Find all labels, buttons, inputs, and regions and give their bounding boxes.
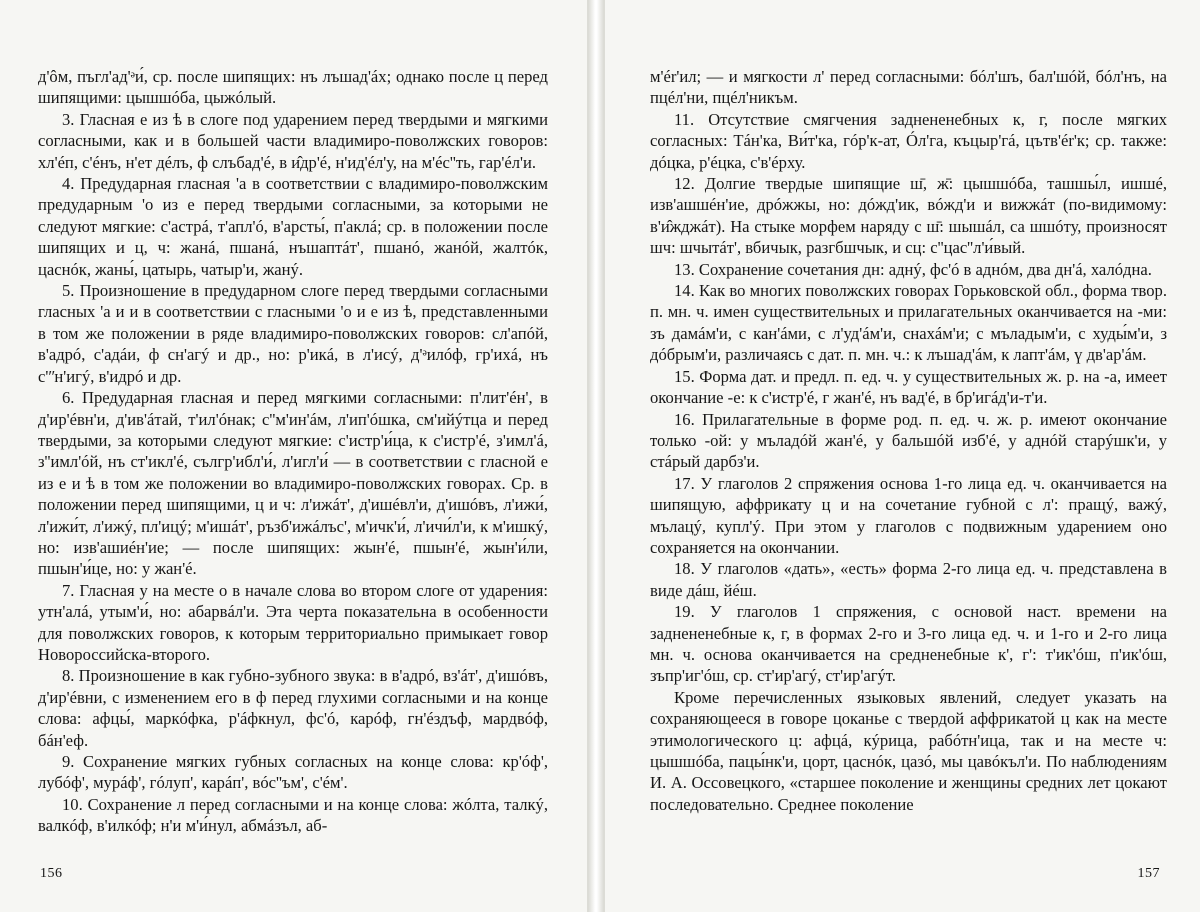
paragraph: 13. Сохранение сочетания дн: аднý, фс'ó в аднóм, два дн'á, халóдна. bbox=[674, 259, 1152, 279]
paragraph: 19. У глаголов 1 спряжения, с основой наст. времени на заднененебные к, г, в формах 2-го и 3-го лица ед. ч. и 1-го и 2-го лица мн. ч. основа оканчивается на средненебные к', г': т'ик'óш, п'ик'óш, зъпр'иг'óш, ср. ст'ир'агý, ст'ир'агýт. bbox=[650, 602, 1167, 686]
paragraph: 4. Предударная гласная 'а в соответствии с владимиро-поволжским предударным 'о из е перед твердыми согласными, за которыми не следуют мягкие: с'астрá, т'апл'ó, в'арсты́, п'аклá; ср. в положении после шипящих и ц, ч: жанá, пшанá, нъшаптáт', пшанó, жанóй, жалтóк, цаснóк, жаны́, цатырь, чатыр'и, жанý. bbox=[38, 174, 548, 279]
paragraph: 10. Сохранение л перед согласными и на конце слова: жóлта, талкý, валкóф, в'илкóф; н'и м'и́нул, абмáзъл, аб- bbox=[38, 794, 548, 836]
page-number: 156 bbox=[40, 866, 63, 881]
left-page-text bbox=[38, 66, 548, 837]
paragraph: 6. Предударная гласная и перед мягкими согласными: п'лит'éн', в д'ир'éвн'и, д'ив'áтай, т'ил'óнак; с''м'ин'áм, л'ип'óшка, см'ийýтца и перед твердыми, за которыми следуют мягкие: с'истр'и́ца, к с'истр'é, з'имл'á, з''имл'óй, нъ ст'икл'é, сългр'ибл'и́, л'игл'и́ — в соответствии с гласной е из е и ѣ в том же положении во владимиро-поволжских говорах. Ср. в положении перед шипящими, ц и ч: л'ижáт', д'ишéвл'и, д'ишóвъ, л'ижи́, л'ижи́т, л'ижý, пл'ицý; м'ишáт', ръзб'ижáлъс', м'ичк'и́, л'ичи́л'и, к м'ишкý, но: изв'ашиéн'ие; — после шипящих: жын'é, пшын'é, жын'и́ли, пшын'и́це, но: у жан'é. bbox=[38, 388, 548, 579]
paragraph: 7. Гласная у на месте о в начале слова во втором слоге от ударения: утн'алá, утым'и́, но: абарвáл'и. Эта черта показательна в особенности для поволжских говоров, к которым территориально примыкает говор Новороссийска-второго. bbox=[38, 580, 548, 664]
paragraph: Кроме перечисленных языковых явлений, следует указать на сохраняющееся в говоре цоканье с твердой аффрикатой ц как на месте этимологического ц: афцá, кýрица, рабóтн'ица, так и на месте ч: цышшóба, пацы́нк'и, цорт, цаснóк, цазó, мы цавóкъл'и. По наблюдениям И. А. Оссовецкого, «старшее поколение и женщины средних лет цокают последовательно. Среднее поколение bbox=[650, 687, 1167, 814]
paragraph: 9. Сохранение мягких губных согласных на конце слова: кр'óф', лубóф', мурáф', гóлуп', карáп', вóс''ъм', с'éм'. bbox=[38, 752, 548, 793]
page-number: 157 bbox=[1137, 866, 1160, 881]
paragraph: 12. Долгие твердые шипящие ш̄, ж̄: цышшóба, ташшы́л, ишшé, изв'ашшéн'ие, дрóжжы, но: дóжд'ик, вóжд'и и вижжáт (по-видимому: в'и̂жджáт). На стыке морфем наряду с ш̄: шышáл, са шшóту, произносят шч: шчытáт', вбичык, разгбшчык, и сц: с''цас''л'и́вый. bbox=[650, 174, 1167, 258]
paragraph: 16. Прилагательные в форме род. п. ед. ч. ж. р. имеют окончание только -ой: у мъладóй жан'é, у бальшóй изб'é, у аднóй старýшк'и, у стáрый дарбз'и. bbox=[650, 409, 1167, 472]
right-page bbox=[604, 0, 1200, 912]
paragraph: 14. Как во многих поволжских говорах Горьковской обл., форма твор. п. мн. ч. имен существительных и прилагательных оканчивается на -ми: зъ дамáм'и, с кан'áми, с л'уд'áм'и, снахáм'и; с мъладым'и, с худы́м'и, з дóбрым'и, различаясь с дат. п. мн. ч.: к лъшад'áм, к лапт'áм, ү дв'ар'áм. bbox=[650, 281, 1167, 365]
right-page-text bbox=[650, 66, 1167, 815]
paragraph: 17. У глаголов 2 спряжения основа 1-го лица ед. ч. оканчивается на шипящую, аффрикату ц и на сочетание губной с л': пращý, важý, мълацý, купл'ý. При этом у глаголов с подвижным ударением оно сохраняется на окончании. bbox=[650, 473, 1167, 557]
paragraph: 18. У глаголов «дать», «есть» форма 2-го лица ед. ч. представлена в виде дáш, йéш. bbox=[650, 559, 1167, 600]
paragraph: 3. Гласная е из ѣ в слоге под ударением перед твердыми и мягкими согласными, как и в большей части владимиро-поволжских говоров: хл'éп, с'éнъ, н'ет дéлъ, ф слъбад'é, в и̂др'é, н'ид'éл'у, на м'éс''ть, гар'éл'и. bbox=[38, 109, 548, 172]
paragraph: д'ôм, пъгл'ад'ᵊи́, ср. после шипящих: нъ лъшад'áх; однако после ц перед шипящими: цышшóба, цыжóлый. bbox=[38, 67, 548, 108]
paragraph: 5. Произношение в предударном слоге перед твердыми согласными гласных 'а и и в соответствии с гласными 'о и е из ѣ, представленными в том же положении в ряде владимиро-поволжских говоров: сл'апóй, в'адрó, с'адáи, ф сн'агý и др., но: р'икá, в л'исý, д'ᵊилóф, гр'ихá, нъ с'ʺн'игý, в'идрó и др. bbox=[38, 281, 548, 386]
paragraph: м'ér'ил; — и мягкости л' перед согласными: бóл'шъ, бал'шóй, бóл'нъ, на пцéл'ни, пцéл'никъм. bbox=[650, 67, 1167, 108]
paragraph: 15. Форма дат. и предл. п. ед. ч. у существительных ж. р. на -а, имеет окончание -е: к с'истр'é, г жан'é, нъ вад'é, в бр'игáд'и-т'и. bbox=[650, 366, 1167, 408]
book-gutter bbox=[588, 0, 604, 912]
left-page bbox=[0, 0, 588, 912]
paragraph: 11. Отсутствие смягчения заднененебных к, г, после мягких согласных: Тáн'ка, Ви́т'ка, гóр'к-ат, Óл'га, къцыр'гá, цътв'ér'к; ср. также: дóцка, р'éцка, с'в'éрху. bbox=[650, 109, 1167, 172]
paragraph: 8. Произношение в как губно-зубного звука: в в'адрó, вз'áт', д'ишóвъ, д'ир'éвни, с изменением его в ф перед глухими согласными и на конце слова: афцы́, маркóфка, р'áфкнул, фс'ó, карóф, гн'éздъф, мардвóф, бáн'еф. bbox=[38, 666, 548, 750]
